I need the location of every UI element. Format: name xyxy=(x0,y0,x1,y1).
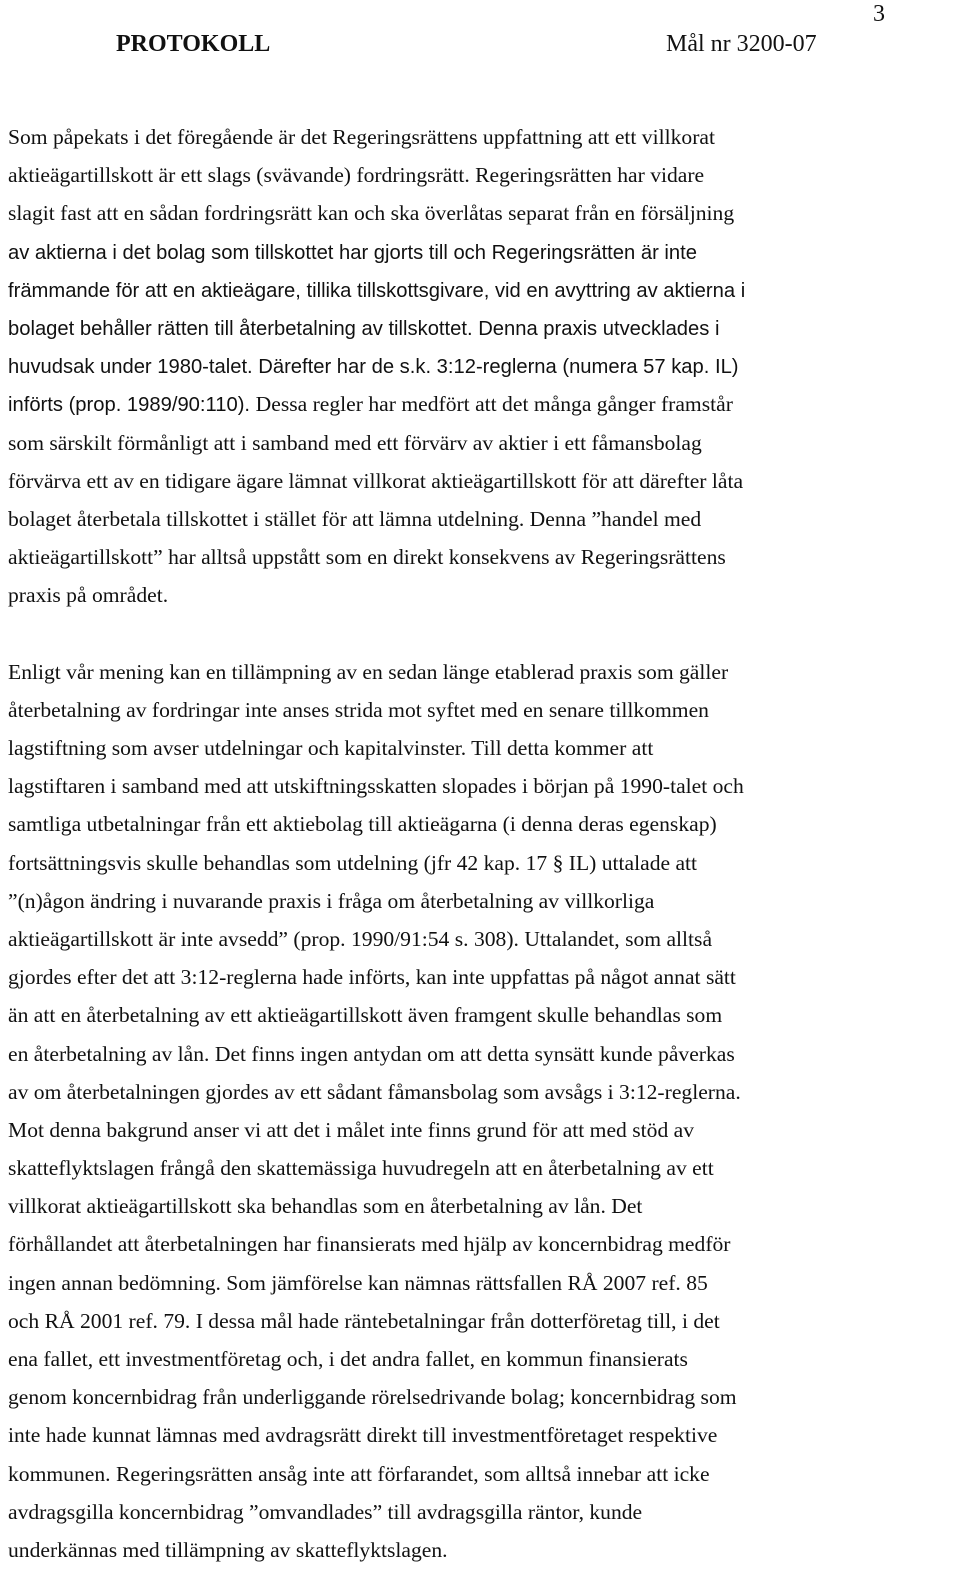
text-line xyxy=(8,233,948,271)
text-line xyxy=(8,1416,948,1454)
text-line xyxy=(8,805,948,843)
text-segment: samtliga utbetalningar från ett aktiebolag till aktieägarna (i denna deras egenskap) xyxy=(8,812,717,837)
text-line xyxy=(8,1378,948,1416)
text-line xyxy=(8,538,948,576)
text-line xyxy=(8,958,948,996)
text-segment: huvudsak under 1980-talet. Därefter har de s.k. 3:12-reglerna (numera 57 kap. IL) xyxy=(8,356,739,379)
text-line xyxy=(8,1302,948,1340)
text-segment: Som påpekats i det föregående är det Regeringsrättens uppfattning att ett villkorat xyxy=(8,125,715,149)
text-segment: skatteflyktslagen frångå den skattemässiga huvudregeln att en återbetalning av ett xyxy=(8,1156,714,1181)
text-line xyxy=(8,882,948,920)
text-line xyxy=(8,767,948,805)
case-number: Mål nr 3200-07 xyxy=(666,31,817,57)
text-line xyxy=(8,844,948,882)
text-line xyxy=(8,653,948,691)
text-segment: Mot denna bakgrund anser vi att det i målet inte finns grund för att med stöd av xyxy=(8,1117,695,1142)
text-segment: än att en återbetalning av ett aktieägartillskott även framgent skulle behandlas som xyxy=(8,1003,723,1028)
text-segment: praxis på området. xyxy=(8,583,169,608)
text-line xyxy=(8,996,948,1034)
text-segment: Dessa regler har medfört att det många gånger framstår xyxy=(255,392,733,417)
text-line xyxy=(8,1340,948,1378)
text-line xyxy=(8,1264,948,1302)
text-segment: införts (prop. 1989/90:110). xyxy=(8,394,256,417)
text-segment: av om återbetalningen gjordes av ett sådant fåmansbolag som avsågs i 3:12-reglerna. xyxy=(8,1079,741,1104)
text-line xyxy=(8,1455,948,1493)
text-segment: bolaget återbetala tillskottet i stället för att lämna utdelning. Denna ”handel med xyxy=(8,506,702,531)
text-line xyxy=(8,156,948,194)
text-segment: genom koncernbidrag från underliggande rörelsedrivande bolag; koncernbidrag som xyxy=(8,1385,737,1410)
text-segment: gjordes efter det att 3:12-reglerna hade införts, kan inte uppfattas på något annat sätt xyxy=(8,965,736,990)
text-segment: ingen annan bedömning. Som jämförelse kan nämnas rättsfallen RÅ 2007 ref. 85 xyxy=(8,1270,708,1295)
text-segment: en återbetalning av lån. Det finns ingen antydan om att detta synsätt kunde påverkas xyxy=(8,1041,735,1066)
text-segment: lagstiftaren i samband med att utskiftningsskatten slopades i början på 1990-talet och xyxy=(8,774,744,799)
text-segment: bolaget behåller rätten till återbetalning av tillskottet. Denna praxis utvecklades i xyxy=(8,317,720,340)
text-line xyxy=(8,271,948,309)
text-segment: villkorat aktieägartillskott ska behandlas som en återbetalning av lån. Det xyxy=(8,1194,643,1219)
text-segment: fortsättningsvis skulle behandlas som utdelning (jfr 42 kap. 17 § IL) uttalade att xyxy=(8,850,698,875)
text-segment: inte hade kunnat lämnas med avdragsrätt direkt till investmentföretaget respektive xyxy=(8,1423,718,1448)
text-line xyxy=(8,1111,948,1149)
text-segment: som särskilt förmånligt att i samband med ett förvärv av aktier i ett fåmansbolag xyxy=(8,430,702,455)
text-line xyxy=(8,920,948,958)
text-line xyxy=(8,462,948,500)
text-line xyxy=(8,1035,948,1073)
text-segment: förhållandet att återbetalningen har finansierats med hjälp av koncernbidrag medför xyxy=(8,1232,731,1257)
text-segment: ”(n)ågon ändring i nuvarande praxis i fråga om återbetalning av villkorliga xyxy=(8,888,655,913)
text-segment: underkännas med tillämpning av skatteflyktslagen. xyxy=(8,1537,448,1562)
text-line xyxy=(8,194,948,232)
text-segment: och RÅ 2001 ref. 79. I dessa mål hade räntebetalningar från dotterföretag till, i det xyxy=(8,1308,720,1333)
text-segment: ena fallet, ett investmentföretag och, i det andra fallet, en kommun finansierats xyxy=(8,1347,688,1371)
text-segment: främmande för att en aktieägare, tillika tillskottsgivare, vid en avyttring av aktierna i xyxy=(8,279,746,302)
text-segment: Enligt vår mening kan en tillämpning av en sedan länge etablerad praxis som gäller xyxy=(8,659,729,684)
text-line xyxy=(8,576,948,614)
paragraph xyxy=(8,653,948,1570)
page-header xyxy=(0,28,960,60)
text-line xyxy=(8,118,948,156)
text-line xyxy=(8,1493,948,1531)
body-text xyxy=(8,118,948,1569)
text-line xyxy=(8,500,948,538)
text-line xyxy=(8,424,948,462)
text-segment: lagstiftning som avser utdelningar och kapitalvinster. Till detta kommer att xyxy=(8,736,654,760)
text-segment: slagit fast att en sådan fordringsrätt kan och ska överlåtas separat från en försäljning xyxy=(8,201,735,226)
document-title: PROTOKOLL xyxy=(116,31,271,57)
text-segment: av aktierna i det bolag som tillskottet har gjorts till och Regeringsrätten är inte xyxy=(8,241,697,264)
text-segment: aktieägartillskott är inte avsedd” (prop. 1990/91:54 s. 308). Uttalandet, som alltså xyxy=(8,926,713,951)
text-segment: aktieägartillskott” har alltså uppstått som en direkt konsekvens av Regeringsrättens xyxy=(8,545,726,570)
text-segment: förvärva ett av en tidigare ägare lämnat villkorat aktieägartillskott för att därefter låta xyxy=(8,468,744,493)
text-line xyxy=(8,1187,948,1225)
text-line xyxy=(8,691,948,729)
text-line xyxy=(8,347,948,385)
text-line xyxy=(8,729,948,767)
text-segment: kommunen. Regeringsrätten ansåg inte att förfarandet, som alltså innebar att icke xyxy=(8,1461,710,1486)
text-line xyxy=(8,1225,948,1263)
text-segment: avdragsgilla koncernbidrag ”omvandlades” till avdragsgilla räntor, kunde xyxy=(8,1499,643,1524)
text-line xyxy=(8,309,948,347)
text-line xyxy=(8,385,948,423)
page-number: 3 xyxy=(873,1,885,27)
text-line xyxy=(8,1073,948,1111)
text-line xyxy=(8,1149,948,1187)
text-segment: aktieägartillskott är ett slags (svävande) fordringsrätt. Regeringsrätten har vidare xyxy=(8,163,705,188)
text-line xyxy=(8,1531,948,1569)
paragraph xyxy=(8,118,948,614)
text-segment: återbetalning av fordringar inte anses strida mot syftet med en senare tillkommen xyxy=(8,697,709,722)
